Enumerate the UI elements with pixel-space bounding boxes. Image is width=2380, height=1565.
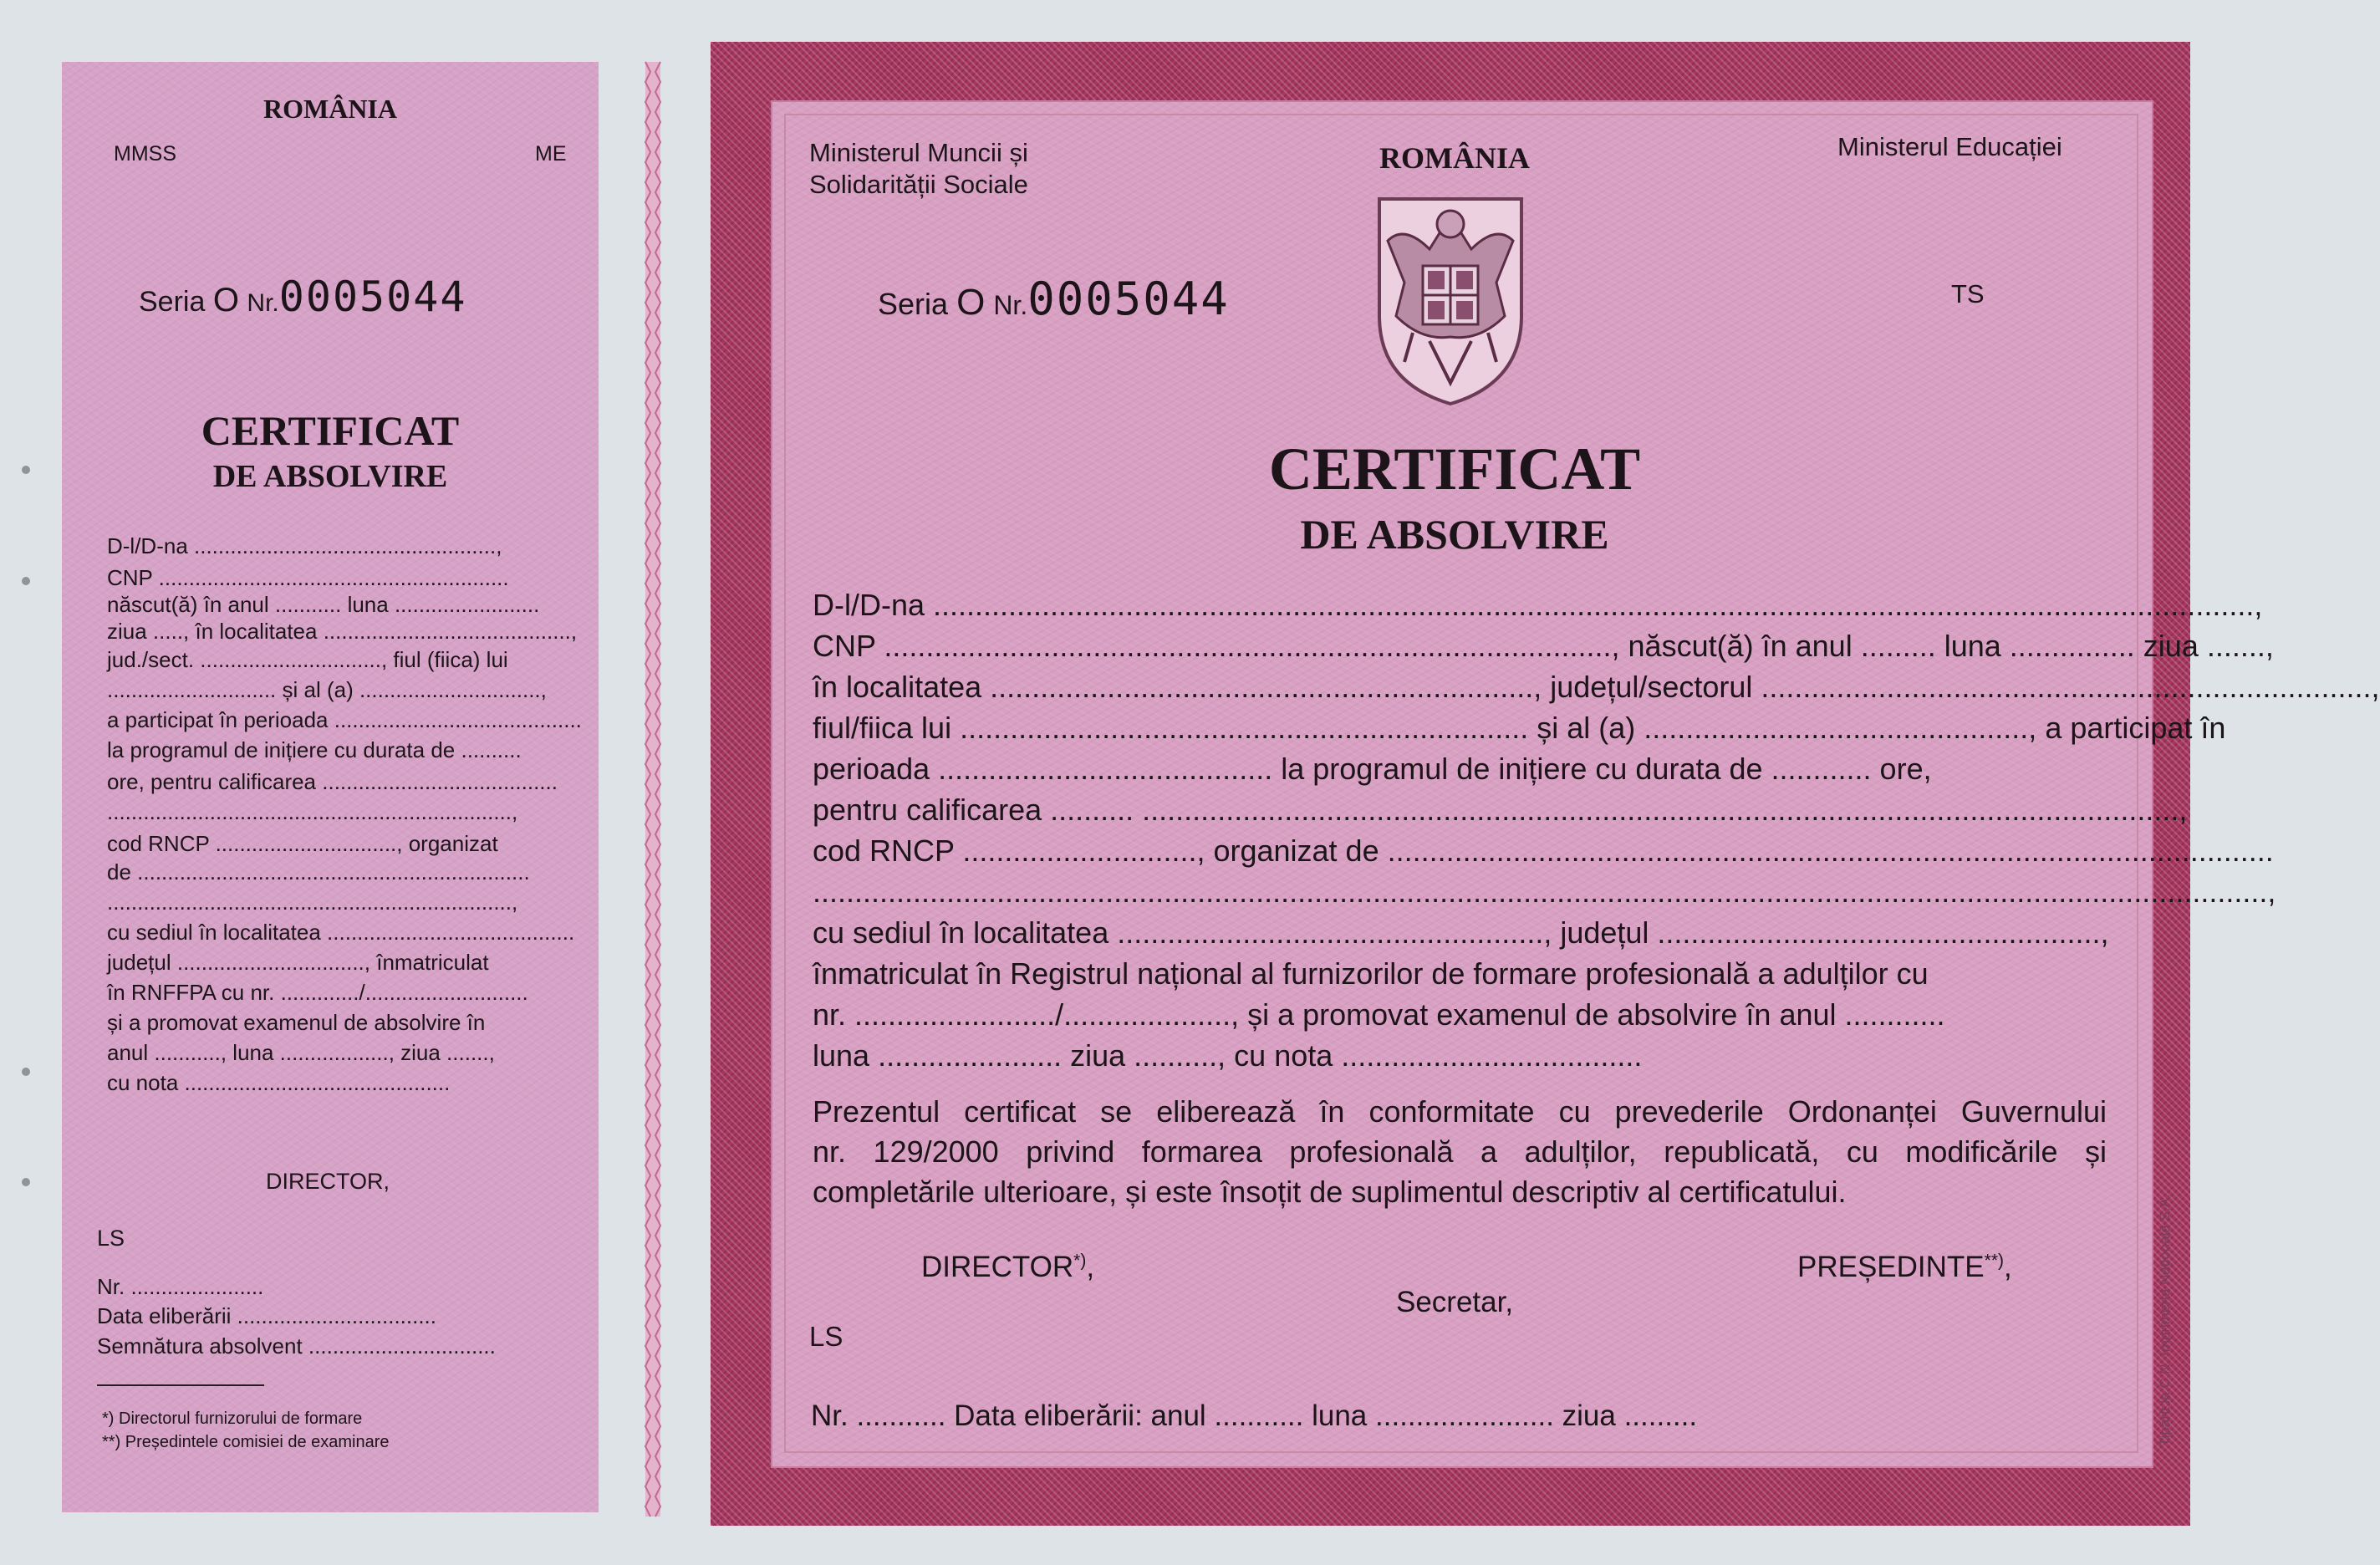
stub-body-line: anul ..........., luna .................., ziua .......,	[107, 1040, 495, 1065]
ministry-labour-line2: Solidarității Sociale	[809, 170, 1028, 199]
printer-note: Tipărit la C.N. Imprimeria Națională S.A.	[2157, 1194, 2173, 1446]
certificate-body-line: nr. ......................../...................., și a promovat examenul de absolvire în anul ............	[813, 997, 1945, 1032]
stub-body-line: cu nota ............................................	[107, 1070, 451, 1095]
stub-body-line: cod RNCP .............................., organizat	[107, 831, 498, 856]
stub-body-line: a participat în perioada .........................................	[107, 707, 582, 732]
president-label: PREȘEDINTE	[1797, 1251, 1985, 1283]
stub-footnote-director: *) Directorul furnizorului de formare	[102, 1410, 363, 1428]
certificate-country: ROMÂNIA	[1379, 141, 1530, 175]
legal-text-line: nr. 129/2000 privind formarea profesională a adulților, republicată, cu modificările și	[813, 1134, 2107, 1169]
certificate-body-line: luna ...................... ziua .........., cu nota ....................................	[813, 1038, 1643, 1073]
certificate-body-line: perioada ........................................ la programul de inițiere cu durata de ............ ore,	[813, 752, 1932, 786]
stub-serial-series: O	[212, 282, 239, 319]
serial-label: Seria	[878, 287, 949, 321]
stub-body-line: D-l/D-na ..................................................,	[107, 533, 502, 558]
legal-text-line: Prezentul certificat se eliberează în conformitate cu prevederile Ordonanței Guvernului	[813, 1094, 2107, 1129]
stub-body-line: județul ..............................., înmatriculat	[107, 950, 489, 975]
secretar-label: Secretar,	[1396, 1286, 1514, 1318]
binder-hole	[22, 577, 30, 585]
stub-serial-number: 0005044	[278, 273, 467, 321]
certificate-body-line: înmatriculat în Registrul național al furnizorilor de formare profesională a adulților cu	[813, 956, 1929, 991]
certificate-body-line: CNP ......................................................................................., născut(ă) în anul ......... luna ............... ziua .......,	[813, 629, 2274, 663]
ts-mark: TS	[1951, 279, 1985, 308]
stub-ministry-right: ME	[535, 142, 567, 166]
stub-body-line: ore, pentru calificarea .......................................	[107, 769, 558, 794]
stub-director: DIRECTOR,	[266, 1169, 390, 1194]
certificate-stub	[62, 62, 599, 1512]
stub-ls: LS	[97, 1226, 125, 1251]
stub-body-line: ...................................................................,	[107, 799, 518, 824]
stub-body-line: ............................ și al (a) ..............................,	[107, 677, 547, 702]
certificate-subtitle: DE ABSOLVIRE	[1300, 511, 1609, 558]
stub-serial-nr-label: Nr.	[247, 289, 279, 317]
binder-hole	[22, 1178, 30, 1186]
serial-nr-label: Nr.	[993, 290, 1028, 320]
stub-body-line: în RNFFPA cu nr. ............./...........................	[107, 980, 528, 1005]
binder-hole	[22, 1068, 30, 1076]
stub-nr-line: Nr. ......................	[97, 1274, 264, 1299]
ministry-labour	[809, 137, 1028, 201]
stub-data-eliberarii: Data eliberării .................................	[97, 1303, 437, 1328]
stub-body-line: ...................................................................,	[107, 890, 518, 915]
stub-body-line: la programul de inițiere cu durata de ..........	[107, 737, 522, 762]
certificate-body-line: fiul/fiica lui .................................................................... și al (a) .............................................., a participat în	[813, 711, 2226, 745]
certificate-serial	[878, 273, 1230, 325]
stub-body-line: cu sediul în localitatea .........................................	[107, 920, 575, 945]
stub-body-line: ziua ....., în localitatea .........................................,	[107, 619, 578, 644]
stub-body-line: născut(ă) în anul ........... luna ........................	[107, 592, 540, 617]
stub-body-line: de .................................................................	[107, 859, 530, 884]
certificate-body-line: cod RNCP ............................, organizat de ..........................................................................................................	[813, 833, 2274, 868]
president-footnote-mark: **)	[1984, 1251, 2004, 1271]
perforation-strip	[638, 62, 668, 1517]
certificate-body-line: cu sediul în localitatea ..................................................., județul .....................................................,	[813, 915, 2109, 950]
director-label: DIRECTOR	[921, 1251, 1074, 1283]
binder-hole	[22, 466, 30, 474]
stub-ministry-left: MMSS	[114, 142, 176, 166]
stub-title: CERTIFICAT	[201, 407, 460, 454]
certificate-body-line: în localitatea ................................................................., județul/sectorul .........................................................................,	[813, 670, 2380, 704]
legal-text-line: completările ulterioare, și este însoțit de suplimentul descriptiv al certificatului.	[813, 1175, 1847, 1209]
stub-body-line: CNP ..........................................................	[107, 565, 509, 590]
certificate-body-line: D-l/D-na ..............................................................................................................................................................,	[813, 588, 2263, 622]
coat-of-arms-icon	[1371, 191, 1530, 408]
stub-footnote-president: **) Președintele comisiei de examinare	[102, 1433, 390, 1451]
stub-serial	[139, 273, 466, 321]
stub-semnatura: Semnătura absolvent ...............................	[97, 1333, 496, 1359]
stub-body-line: jud./sect. .............................., fiul (fiica) lui	[107, 647, 508, 672]
stub-serial-label: Seria	[139, 286, 206, 318]
certificate-body-line: ..............................................................................................................................................................................,	[813, 874, 2276, 909]
certificate-ls: LS	[809, 1321, 843, 1352]
stub-subtitle: DE ABSOLVIRE	[212, 459, 448, 494]
director-footnote-mark: *)	[1073, 1251, 1087, 1271]
stub-body-line: și a promovat examenul de absolvire în	[107, 1010, 486, 1035]
director-signature-label: DIRECTOR*),	[921, 1251, 1095, 1283]
issue-details-line: Nr. ........... Data eliberării: anul ........... luna ...................... ziua .........	[811, 1399, 1698, 1432]
president-signature-label: PREȘEDINTE**),	[1797, 1251, 2012, 1283]
serial-number: 0005044	[1027, 273, 1230, 325]
ministry-education: Ministerul Educației	[1837, 132, 2062, 161]
certificate-title: CERTIFICAT	[1268, 436, 1641, 502]
certificate-body-line: pentru calificarea .......... ............................................................................................................................,	[813, 793, 2188, 827]
footnote-divider	[97, 1384, 264, 1386]
serial-series: O	[956, 282, 986, 323]
ministry-labour-line1: Ministerul Muncii și	[809, 138, 1028, 167]
stub-country: ROMÂNIA	[263, 94, 397, 124]
